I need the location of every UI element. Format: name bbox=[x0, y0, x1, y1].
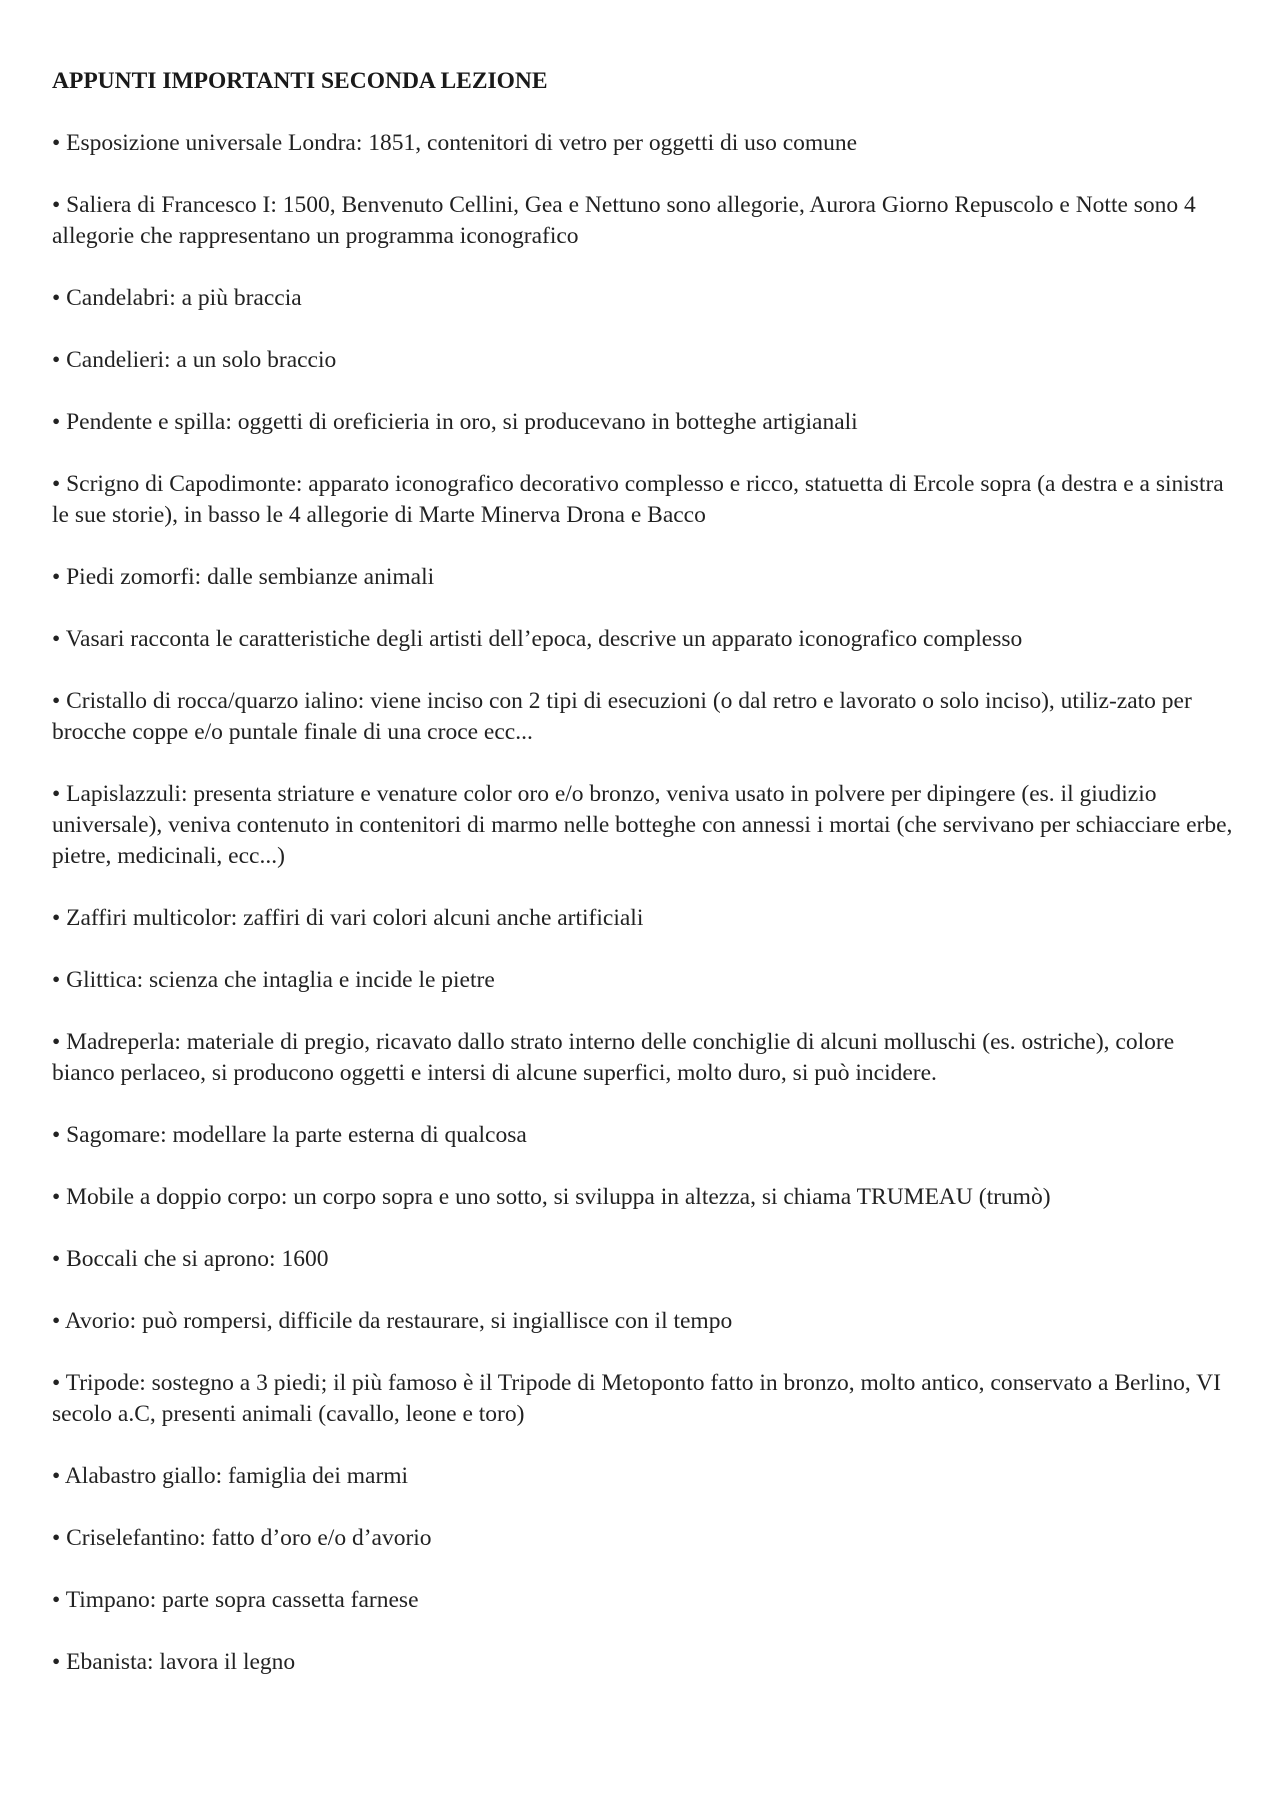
note-text: Esposizione universale Londra: 1851, contenitori di vetro per oggetti di uso comune bbox=[66, 130, 858, 156]
bullet-icon: • bbox=[52, 688, 61, 714]
list-item bbox=[52, 469, 1238, 531]
list-item bbox=[52, 1585, 1238, 1616]
bullet-icon: • bbox=[52, 1308, 61, 1334]
note-text: Ebanista: lavora il legno bbox=[66, 1649, 296, 1675]
list-item bbox=[52, 1368, 1238, 1430]
list-item bbox=[52, 1647, 1238, 1678]
bullet-icon: • bbox=[52, 1587, 61, 1613]
bullet-icon: • bbox=[52, 905, 61, 931]
bullet-icon: • bbox=[52, 285, 61, 311]
list-item bbox=[52, 903, 1238, 934]
note-text: Criselefantino: fatto d’oro e/o d’avorio bbox=[66, 1525, 432, 1551]
note-text: Saliera di Francesco I: 1500, Benvenuto Cellini, Gea e Nettuno sono allegorie, Aurora Giorno Repuscolo e Notte sono 4 allegorie che rappresentano un programma iconografico bbox=[52, 192, 1196, 249]
bullet-icon: • bbox=[52, 471, 61, 497]
list-item bbox=[52, 128, 1238, 159]
note-text: Tripode: sostegno a 3 piedi; il più famoso è il Tripode di Metoponto fatto in bronzo, molto antico, conservato a Berlino, VI secolo a.C, presenti animali (cavallo, leone e toro) bbox=[52, 1370, 1221, 1427]
note-text: Avorio: può rompersi, difficile da restaurare, si ingiallisce con il tempo bbox=[64, 1308, 733, 1334]
list-item bbox=[52, 965, 1238, 996]
bullet-icon: • bbox=[52, 967, 61, 993]
note-text: Lapislazzuli: presenta striature e venature color oro e/o bronzo, veniva usato in polvere per dipingere (es. il giudizio universale), veniva contenuto in contenitori di marmo nelle botteghe con annessi i mortai (che servivano per schiacciare erbe, pietre, medicinali, ecc...) bbox=[52, 781, 1233, 869]
bullet-icon: • bbox=[52, 1184, 61, 1210]
bullet-icon: • bbox=[52, 1246, 61, 1272]
note-text: Madreperla: materiale di pregio, ricavato dallo strato interno delle conchiglie di alcuni molluschi (es. ostriche), colore bianco perlaceo, si producono oggetti e intersi di alcune superfici, molto duro, si può incidere. bbox=[52, 1029, 1175, 1086]
list-item bbox=[52, 345, 1238, 376]
bullet-icon: • bbox=[52, 409, 61, 435]
list-item bbox=[52, 1523, 1238, 1554]
list-item bbox=[52, 1306, 1238, 1337]
bullet-icon: • bbox=[52, 626, 61, 652]
bullet-icon: • bbox=[52, 1029, 61, 1055]
document-page bbox=[52, 66, 1238, 1709]
bullet-icon: • bbox=[52, 781, 61, 807]
bullet-icon: • bbox=[52, 1122, 61, 1148]
bullet-icon: • bbox=[52, 192, 61, 218]
list-item bbox=[52, 562, 1238, 593]
list-item bbox=[52, 190, 1238, 252]
list-item bbox=[52, 1244, 1238, 1275]
note-text: Pendente e spilla: oggetti di oreficieria in oro, si producevano in botteghe artigianali bbox=[66, 409, 858, 435]
note-text: Vasari racconta le caratteristiche degli artisti dell’epoca, descrive un apparato iconografico complesso bbox=[65, 626, 1023, 652]
bullet-icon: • bbox=[52, 1463, 61, 1489]
list-item bbox=[52, 779, 1238, 872]
list-item bbox=[52, 624, 1238, 655]
notes-list bbox=[52, 128, 1238, 1678]
list-item bbox=[52, 407, 1238, 438]
list-item bbox=[52, 1027, 1238, 1089]
note-text: Scrigno di Capodimonte: apparato iconografico decorativo complesso e ricco, statuetta di Ercole sopra (a destra e a sinistra le sue storie), in basso le 4 allegorie di Marte Minerva Drona e Bacco bbox=[52, 471, 1224, 528]
note-text: Sagomare: modellare la parte esterna di qualcosa bbox=[66, 1122, 527, 1148]
page-title: APPUNTI IMPORTANTI SECONDA LEZIONE bbox=[52, 68, 548, 94]
list-item bbox=[52, 1120, 1238, 1151]
bullet-icon: • bbox=[52, 347, 61, 373]
list-item bbox=[52, 686, 1238, 748]
note-text: Cristallo di rocca/quarzo ialino: viene inciso con 2 tipi di esecuzioni (o dal retro e lavorato o solo inciso), utiliz-zato per brocche coppe e/o puntale finale di una croce ecc... bbox=[52, 688, 1192, 745]
note-text: Candelieri: a un solo braccio bbox=[66, 347, 337, 373]
list-item bbox=[52, 1182, 1238, 1213]
note-text: Timpano: parte sopra cassetta farnese bbox=[65, 1587, 419, 1613]
note-text: Zaffiri multicolor: zaffiri di vari colori alcuni anche artificiali bbox=[66, 905, 644, 931]
note-text: Mobile a doppio corpo: un corpo sopra e uno sotto, si sviluppa in altezza, si chiama TRUMEAU (trumò) bbox=[66, 1184, 1051, 1210]
bullet-icon: • bbox=[52, 130, 61, 156]
bullet-icon: • bbox=[52, 1370, 61, 1396]
note-text: Piedi zomorfi: dalle sembianze animali bbox=[66, 564, 435, 590]
note-text: Candelabri: a più braccia bbox=[66, 285, 302, 311]
bullet-icon: • bbox=[52, 1525, 61, 1551]
note-text: Alabastro giallo: famiglia dei marmi bbox=[64, 1463, 409, 1489]
note-text: Glittica: scienza che intaglia e incide le pietre bbox=[66, 967, 495, 993]
note-text: Boccali che si aprono: 1600 bbox=[66, 1246, 329, 1272]
bullet-icon: • bbox=[52, 1649, 61, 1675]
list-item bbox=[52, 283, 1238, 314]
bullet-icon: • bbox=[52, 564, 61, 590]
list-item bbox=[52, 1461, 1238, 1492]
